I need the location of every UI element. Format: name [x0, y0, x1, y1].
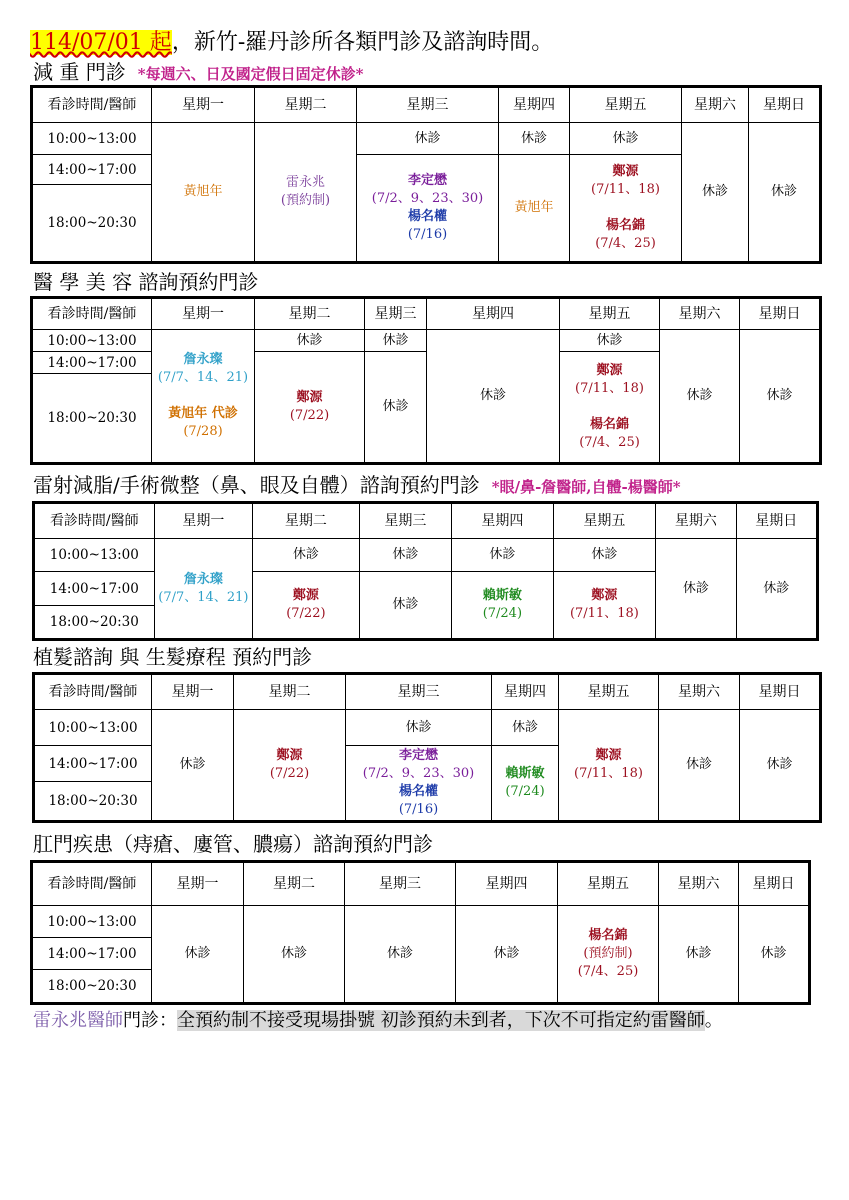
cell-tue: [234, 710, 346, 822]
header-row: [32, 87, 821, 123]
doctor-dates: (7/11、18): [574, 766, 643, 781]
doctor-name: 鄭源: [292, 588, 319, 603]
cell-fri-closed: 休診: [560, 330, 660, 352]
effective-date: 114/07/01 起: [30, 30, 172, 55]
header-wed: 星期三: [345, 862, 456, 906]
header-sun: 星期日: [739, 862, 810, 906]
header-fri: 星期五: [570, 87, 682, 123]
doctor-dates: (7/24): [505, 784, 545, 799]
doctor-name: 鄭源: [596, 363, 623, 378]
header-tue: 星期二: [253, 503, 360, 539]
cell-mon-closed: 休診: [152, 710, 234, 822]
laser-schedule-table: [32, 501, 819, 641]
time-slot: 10:00~13:00: [32, 330, 152, 352]
cell-thu: [452, 572, 554, 640]
section-anal-heading: 肛門疾患（痔瘡、廔管、膿瘍）諮詢預約門診: [33, 832, 433, 856]
header-thu: 星期四: [499, 87, 570, 123]
cell-sat-closed: 休診: [659, 906, 739, 1004]
doctor-name: 鄭源: [612, 164, 639, 179]
doctor-name: 賴斯敏: [505, 766, 545, 781]
cell-tue-closed: 休診: [244, 906, 345, 1004]
section-hair-heading: 植髮諮詢 與 生髮療程 預約門診: [33, 645, 313, 669]
doctor-dates: (7/11、18): [591, 182, 660, 197]
header-sun: 星期日: [736, 503, 817, 539]
doctor-name: 鄭源: [591, 588, 618, 603]
doctor-name: 雷永兆: [285, 175, 325, 190]
footer-notice-text: 全預約制不接受現場掛號 初診預約未到者，下次不可指定約雷醫師: [177, 1010, 705, 1031]
cell-thu-closed: 休診: [452, 539, 554, 572]
header-row: [32, 298, 821, 330]
header-row: [32, 862, 810, 906]
doctor-dates: (7/16): [398, 802, 439, 817]
doctor-name: 詹永璨: [183, 571, 223, 587]
time-slot: 10:00~13:00: [32, 123, 152, 155]
doctor-name: 楊名錦: [605, 218, 645, 233]
cell-mon: 黃旭年: [152, 123, 255, 263]
header-fri: 星期五: [560, 298, 660, 330]
footer-label: 門診：: [123, 1010, 177, 1031]
header-tue: 星期二: [234, 674, 346, 710]
cell-fri: [559, 710, 659, 822]
header-sun: 星期日: [749, 87, 821, 123]
cell-thu-closed: 休診: [499, 123, 570, 155]
header-tue: 星期二: [255, 87, 357, 123]
doctor-dates: (7/4、25): [595, 236, 656, 251]
header-sat: 星期六: [660, 298, 740, 330]
doctor-dates: (7/7、14、21): [157, 370, 249, 385]
doctor-name: 鄭源: [595, 748, 622, 763]
header-wed: 星期三: [365, 298, 427, 330]
section-note: *眼/鼻-詹醫師,自體-楊醫師*: [491, 478, 681, 496]
title-text: ，新竹-羅丹診所各類門診及諮詢時間。: [171, 30, 554, 55]
time-slot: 18:00~20:30: [34, 606, 155, 640]
cell-tue: [253, 572, 360, 640]
cell-fri: [558, 906, 659, 1004]
header-mon: 星期一: [154, 503, 253, 539]
header-sun: 星期日: [740, 298, 821, 330]
cell-fri-closed: 休診: [570, 123, 682, 155]
time-slot: 18:00~20:30: [32, 185, 152, 263]
header-tue: 星期二: [255, 298, 365, 330]
cell-mon: [154, 539, 253, 640]
time-slot: 10:00~13:00: [32, 906, 152, 938]
table-row: [34, 710, 821, 746]
header-label: 看診時間/醫師: [32, 298, 152, 330]
header-mon: 星期一: [152, 862, 244, 906]
header-thu: 星期四: [492, 674, 559, 710]
weight-loss-schedule-table: [30, 85, 822, 264]
header-label: 看診時間/醫師: [34, 503, 155, 539]
footer-notice: [33, 1009, 723, 1033]
cell-thu-closed: 休診: [427, 330, 560, 464]
doctor-dates: (7/22): [286, 606, 326, 621]
header-fri: 星期五: [553, 503, 656, 539]
header-label: 看診時間/醫師: [32, 862, 152, 906]
anal-schedule-table: [30, 860, 811, 1005]
cell-thu-closed: 休診: [492, 710, 559, 746]
cell-wed: [346, 746, 492, 822]
doctor-dates: (7/11、18): [569, 606, 639, 621]
table-row: [32, 906, 810, 938]
cell-sun-closed: 休診: [749, 123, 821, 263]
time-slot: 14:00~17:00: [32, 352, 152, 374]
section-aesthetics-heading: 醫 學 美 容 諮詢預約門診: [33, 270, 259, 294]
time-slot: 14:00~17:00: [34, 746, 152, 782]
doctor-name: 楊名錦: [589, 417, 629, 432]
doctor-name: 詹永璨: [183, 352, 223, 367]
cell-tue: [255, 123, 357, 263]
doctor-name: 李定懋: [407, 173, 447, 188]
header-sat: 星期六: [656, 503, 736, 539]
heading-text: 減 重 門診: [33, 60, 126, 84]
heading-text: 雷射減脂/手術微整（鼻、眼及自體）諮詢預約門診: [33, 473, 480, 497]
header-wed: 星期三: [357, 87, 499, 123]
time-slot: 10:00~13:00: [34, 710, 152, 746]
cell-sat-closed: 休診: [656, 539, 736, 640]
doctor-name: 楊名權: [407, 209, 447, 224]
header-fri: 星期五: [559, 674, 659, 710]
doctor-note: (預約制): [583, 946, 633, 961]
doctor-name: 楊名權: [398, 784, 438, 799]
cell-fri: [553, 572, 656, 640]
cell-sun-closed: 休診: [736, 539, 817, 640]
cell-wed-closed: 休診: [346, 710, 492, 746]
header-thu: 星期四: [452, 503, 554, 539]
doctor-dates: (7/4、25): [579, 435, 640, 450]
doctor-name: 李定懋: [398, 748, 438, 763]
header-mon: 星期一: [152, 298, 255, 330]
cell-mon: [152, 330, 255, 464]
doctor-dates: (7/22): [289, 408, 330, 423]
cell-fri: [560, 352, 660, 464]
time-slot: 18:00~20:30: [34, 782, 152, 822]
doctor-note: (預約制): [280, 193, 331, 208]
cell-thu: 黃旭年: [499, 155, 570, 263]
cell-fri: [570, 155, 682, 263]
cell-sat-closed: 休診: [659, 710, 740, 822]
header-wed: 星期三: [346, 674, 492, 710]
time-slot: 14:00~17:00: [32, 938, 152, 970]
cell-thu: [492, 746, 559, 822]
section-note: *每週六、日及國定假日固定休診*: [137, 65, 364, 83]
header-tue: 星期二: [244, 862, 345, 906]
header-sat: 星期六: [659, 674, 740, 710]
header-row: [34, 674, 821, 710]
header-label: 看診時間/醫師: [34, 674, 152, 710]
cell-tue-closed: 休診: [255, 330, 365, 352]
doctor-dates: (7/22): [269, 766, 310, 781]
footer-end: 。: [704, 1010, 723, 1031]
doctor-name: 楊名錦: [588, 928, 628, 943]
header-mon: 星期一: [152, 674, 234, 710]
cell-wed-closed: 休診: [359, 539, 451, 572]
cell-thu-closed: 休診: [456, 906, 558, 1004]
cell-mon-closed: 休診: [152, 906, 244, 1004]
doctor-name: 鄭源: [276, 748, 303, 763]
cell-wed: [357, 155, 499, 263]
header-row: [34, 503, 818, 539]
footer-doctor: 雷永兆醫師: [33, 1010, 123, 1031]
time-slot: 14:00~17:00: [32, 155, 152, 185]
aesthetics-schedule-table: [30, 296, 822, 465]
header-fri: 星期五: [558, 862, 659, 906]
header-mon: 星期一: [152, 87, 255, 123]
doctor-dates: (7/24): [482, 606, 523, 621]
cell-sun-closed: 休診: [739, 906, 810, 1004]
cell-wed-closed: 休診: [345, 906, 456, 1004]
hair-schedule-table: [32, 672, 822, 823]
doctor-dates: (7/7、14、21): [158, 589, 249, 605]
header-sat: 星期六: [659, 862, 739, 906]
table-row: [32, 123, 821, 155]
doctor-dates: (7/16): [407, 227, 448, 242]
cell-wed-closed: 休診: [357, 123, 499, 155]
section-weight-loss-heading: [33, 60, 363, 86]
header-wed: 星期三: [359, 503, 451, 539]
doctor-name: 賴斯敏: [482, 588, 522, 603]
cell-wed-closed: 休診: [359, 572, 451, 640]
doctor-dates: (7/11、18): [575, 381, 644, 396]
table-row: [34, 539, 818, 572]
cell-sun-closed: 休診: [740, 330, 821, 464]
cell-sun-closed: 休診: [740, 710, 821, 822]
time-slot: 18:00~20:30: [32, 374, 152, 464]
cell-sat-closed: 休診: [682, 123, 749, 263]
doctor-name: 黃旭年 代診: [168, 406, 238, 421]
header-sat: 星期六: [682, 87, 749, 123]
cell-wed-closed: 休診: [365, 352, 427, 464]
header-label: 看診時間/醫師: [32, 87, 152, 123]
time-slot: 14:00~17:00: [34, 572, 155, 606]
time-slot: 18:00~20:30: [32, 970, 152, 1004]
cell-wed-closed: 休診: [365, 330, 427, 352]
cell-fri-closed: 休診: [553, 539, 656, 572]
table-row: [32, 330, 821, 352]
header-thu: 星期四: [456, 862, 558, 906]
doctor-dates: (7/2、9、23、30): [371, 191, 484, 206]
time-slot: 10:00~13:00: [34, 539, 155, 572]
doctor-dates: (7/2、9、23、30): [362, 766, 475, 781]
cell-tue-closed: 休診: [253, 539, 360, 572]
header-thu: 星期四: [427, 298, 560, 330]
page-title: [30, 30, 553, 56]
section-laser-heading: [33, 473, 681, 499]
cell-tue: [255, 352, 365, 464]
doctor-dates: (7/28): [183, 424, 223, 439]
doctor-dates: (7/4、25): [577, 964, 639, 979]
header-sun: 星期日: [740, 674, 821, 710]
doctor-name: 鄭源: [296, 390, 323, 405]
cell-sat-closed: 休診: [660, 330, 740, 464]
